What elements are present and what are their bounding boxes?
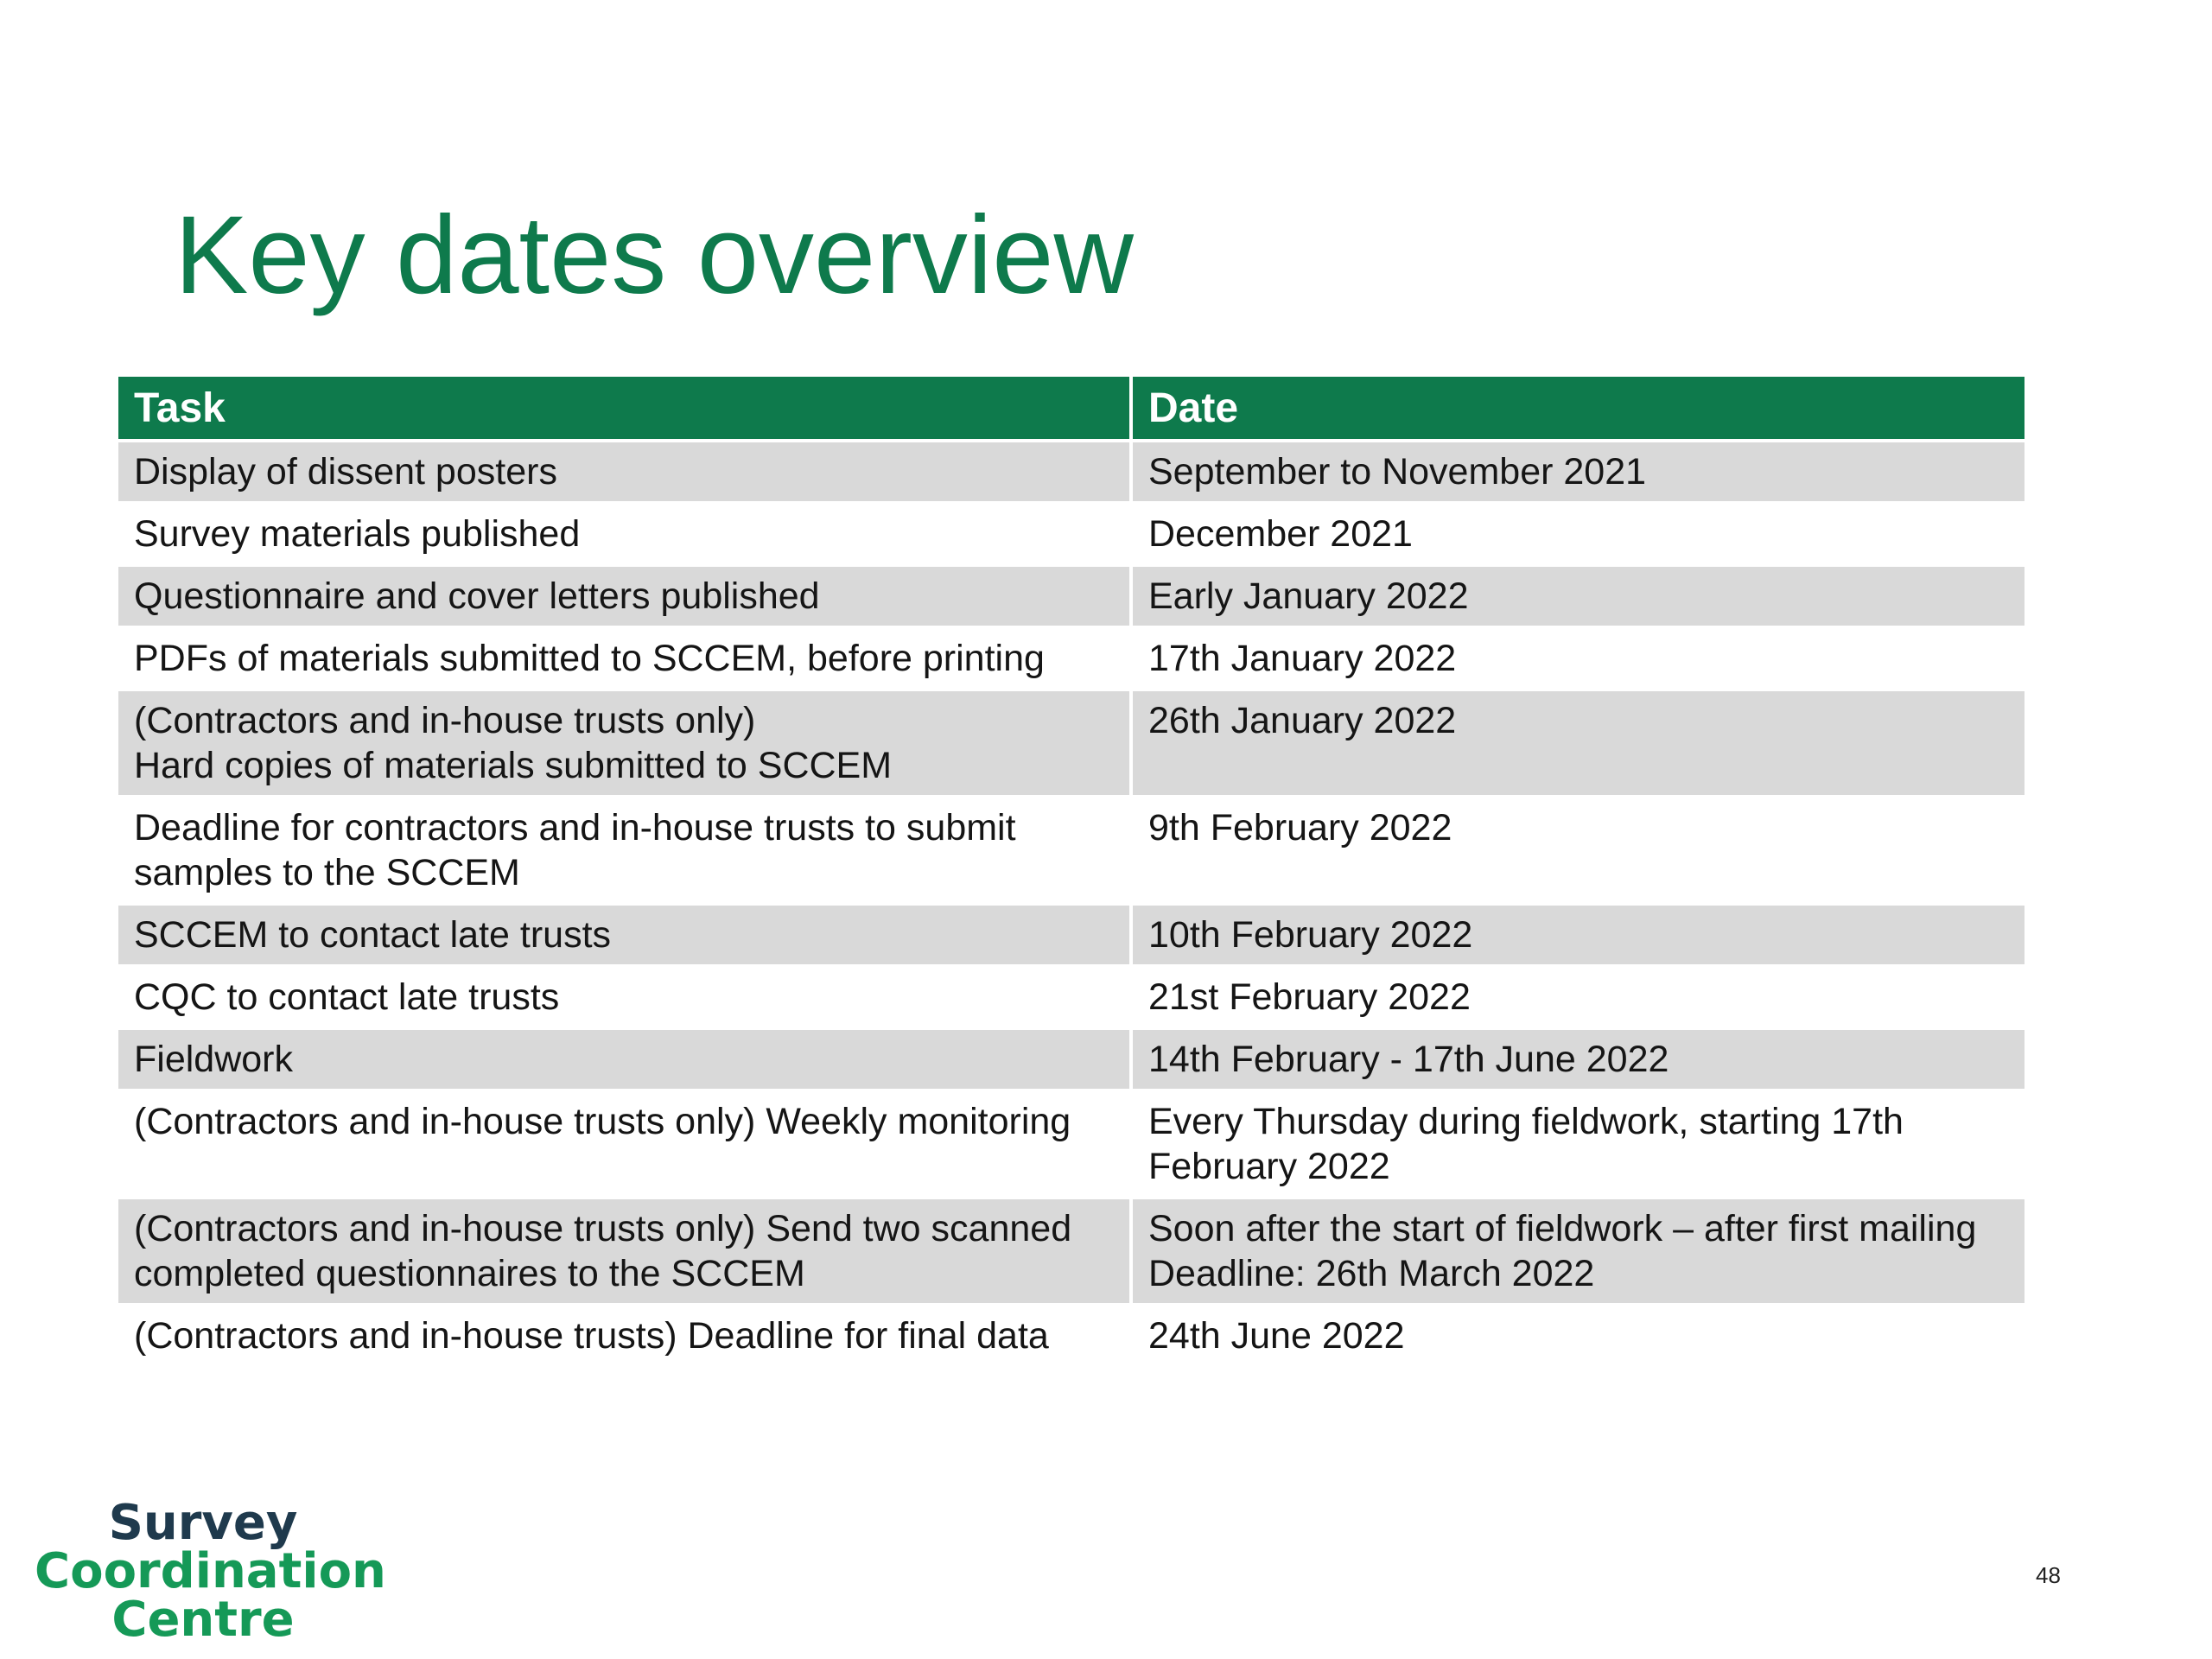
task-cell: (Contractors and in-house trusts) Deadline for final data — [118, 1306, 1129, 1365]
logo-line-survey: Survey — [108, 1495, 298, 1551]
table-row — [118, 906, 2024, 964]
survey-coordination-centre-logo — [35, 1495, 386, 1648]
task-cell: CQC to contact late trusts — [118, 968, 1129, 1027]
task-cell: (Contractors and in-house trusts only) Weekly monitoring — [118, 1092, 1129, 1196]
table-row — [118, 1306, 2024, 1365]
date-cell: Soon after the start of fieldwork – after first mailing Deadline: 26th March 2022 — [1133, 1199, 2024, 1303]
key-dates-table — [115, 373, 2028, 1369]
date-cell: September to November 2021 — [1133, 442, 2024, 501]
column-header-date: Date — [1133, 377, 2024, 439]
task-cell: (Contractors and in-house trusts only) Hard copies of materials submitted to SCCEM — [118, 691, 1129, 795]
table-row — [118, 442, 2024, 501]
date-cell: 14th February - 17th June 2022 — [1133, 1030, 2024, 1089]
task-cell: Fieldwork — [118, 1030, 1129, 1089]
task-cell: (Contractors and in-house trusts only) Send two scanned completed questionnaires to the SCCEM — [118, 1199, 1129, 1303]
table-row — [118, 691, 2024, 795]
task-cell: SCCEM to contact late trusts — [118, 906, 1129, 964]
task-cell: Deadline for contractors and in-house trusts to submit samples to the SCCEM — [118, 798, 1129, 902]
table-row — [118, 567, 2024, 626]
table-row — [118, 629, 2024, 688]
table-row — [118, 505, 2024, 563]
date-cell: 10th February 2022 — [1133, 906, 2024, 964]
date-cell: December 2021 — [1133, 505, 2024, 563]
page-number: 48 — [2036, 1562, 2061, 1588]
task-cell: Questionnaire and cover letters published — [118, 567, 1129, 626]
date-cell: 26th January 2022 — [1133, 691, 2024, 795]
date-cell: Every Thursday during fieldwork, starting 17th February 2022 — [1133, 1092, 2024, 1196]
task-cell: Survey materials published — [118, 505, 1129, 563]
table-row — [118, 1092, 2024, 1196]
table-header-row — [118, 377, 2024, 439]
task-cell: PDFs of materials submitted to SCCEM, before printing — [118, 629, 1129, 688]
date-cell: 17th January 2022 — [1133, 629, 2024, 688]
date-cell: Early January 2022 — [1133, 567, 2024, 626]
table-row — [118, 968, 2024, 1027]
table-row — [118, 1199, 2024, 1303]
task-cell: Display of dissent posters — [118, 442, 1129, 501]
table-row — [118, 1030, 2024, 1089]
table-row — [118, 798, 2024, 902]
logo-line-coordination: Coordination — [35, 1543, 386, 1599]
date-cell: 24th June 2022 — [1133, 1306, 2024, 1365]
logo-line-centre: Centre — [111, 1592, 295, 1648]
date-cell: 9th February 2022 — [1133, 798, 2024, 902]
slide-title: Key dates overview — [175, 194, 1134, 317]
column-header-task: Task — [118, 377, 1129, 439]
date-cell: 21st February 2022 — [1133, 968, 2024, 1027]
